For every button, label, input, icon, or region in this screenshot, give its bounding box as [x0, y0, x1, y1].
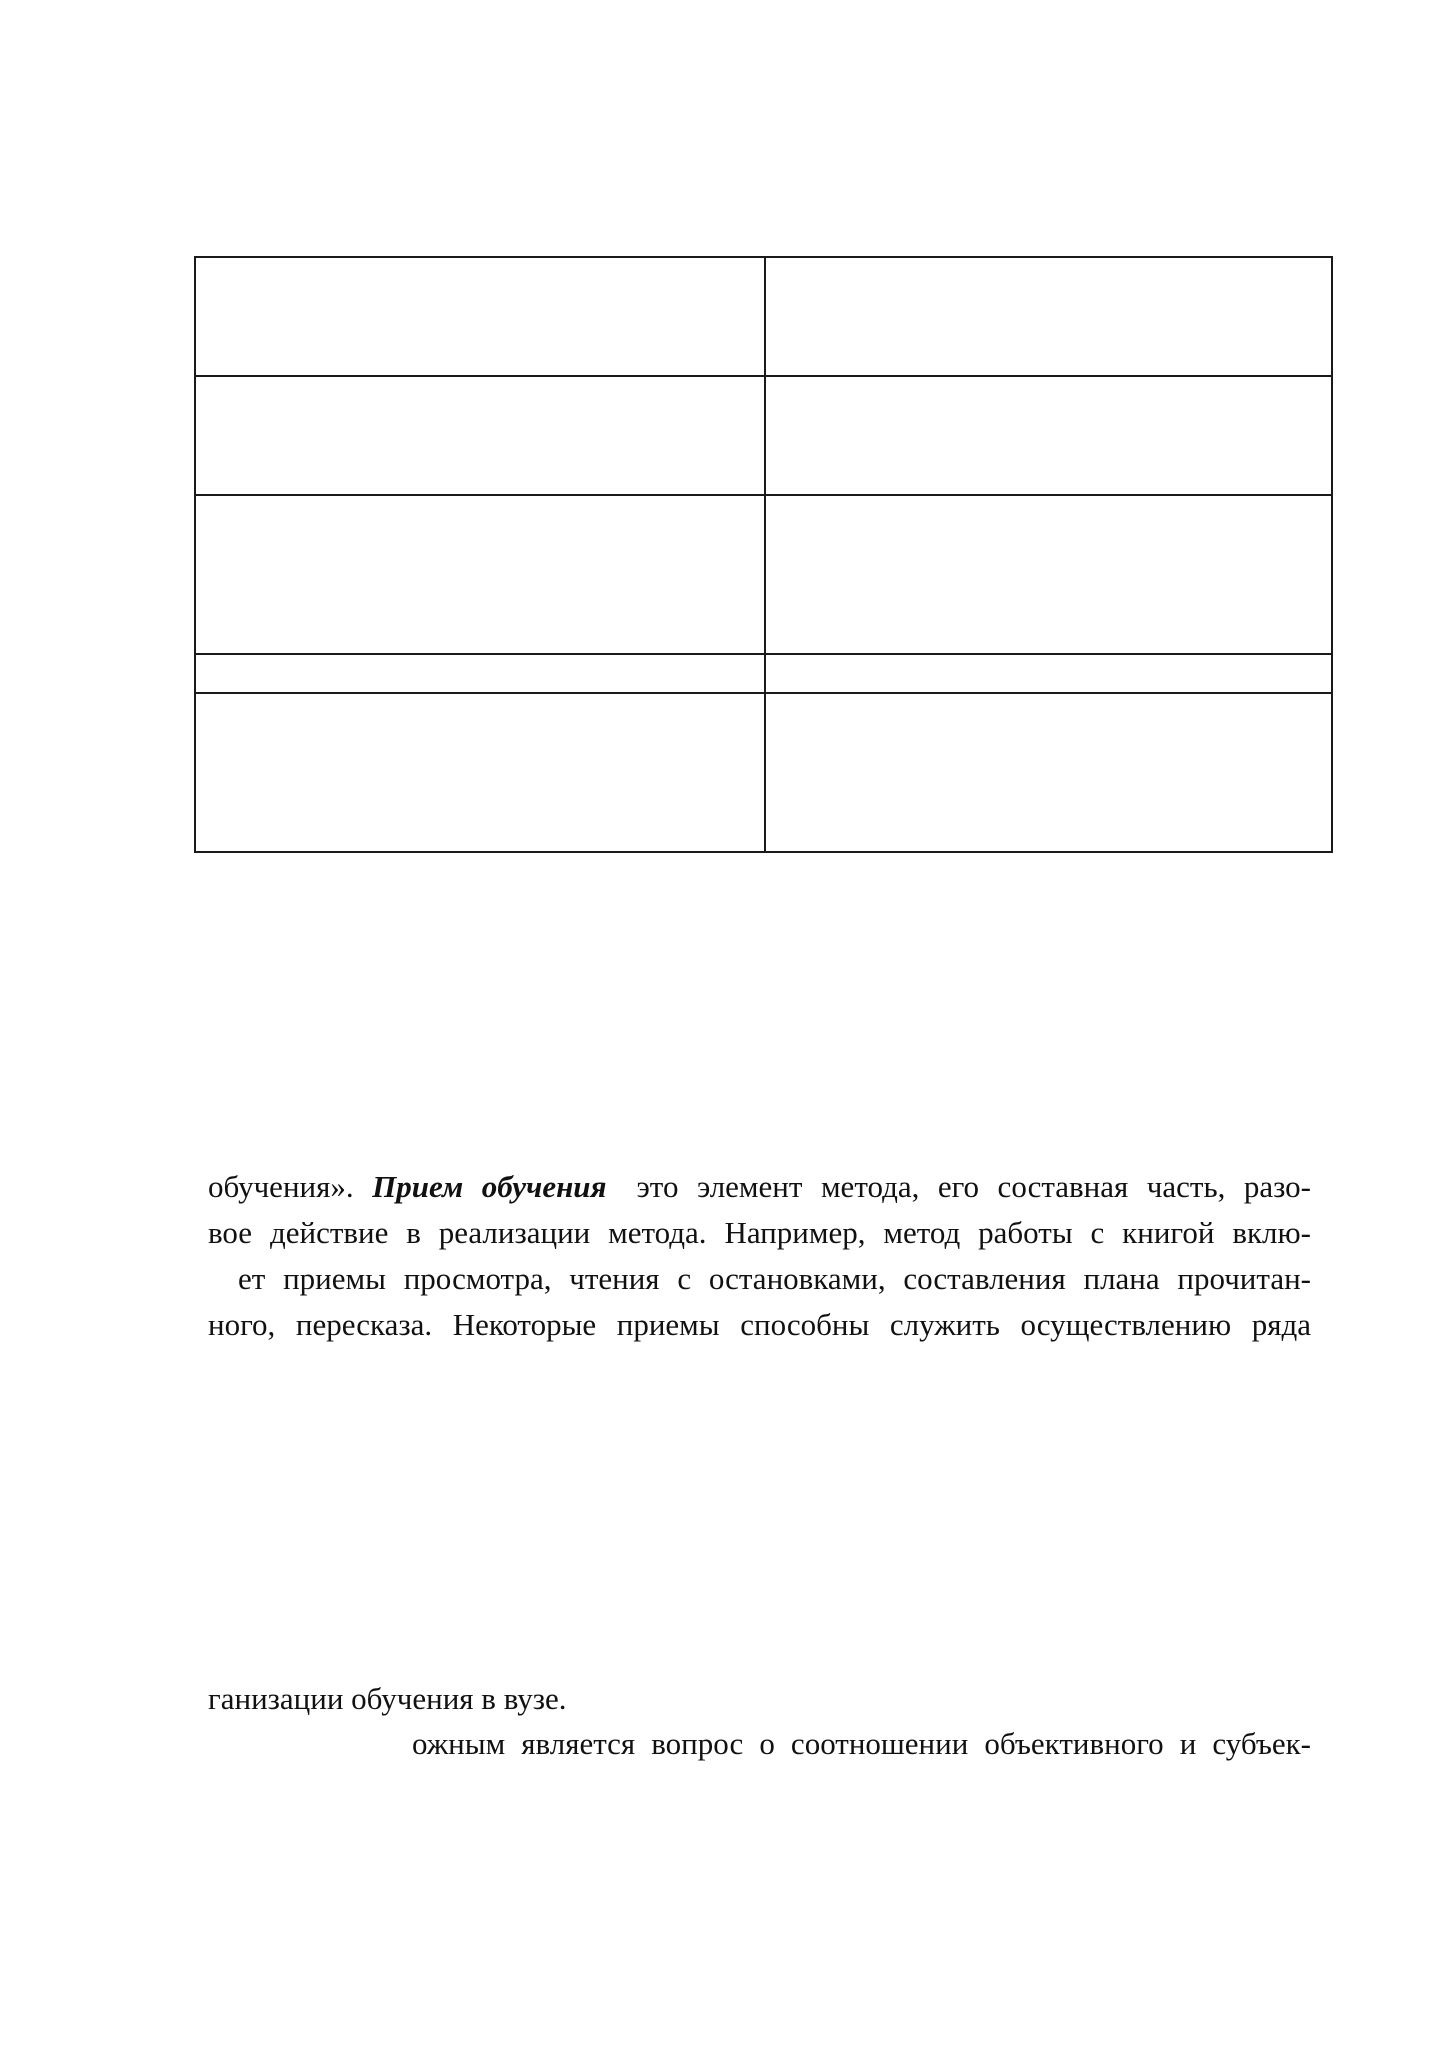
table-cell	[765, 693, 1332, 852]
term-priem-obucheniya: Прием обучения	[372, 1169, 607, 1204]
empty-table	[194, 256, 1333, 853]
paragraph-line-2: вое действие в реализации метода. Например, метод работы с книгой вклю-	[208, 1215, 1311, 1250]
paragraph-line-6: ожным является вопрос о соотношении объективного и субъек-	[412, 1726, 1311, 1761]
table-cell	[195, 693, 765, 852]
table-row	[195, 376, 1332, 495]
table-cell	[765, 495, 1332, 654]
paragraph-line-1	[208, 1167, 1311, 1207]
paragraph-line-5: ганизации обучения в вузе.	[208, 1681, 567, 1716]
paragraph-line-3: ет приемы просмотра, чтения с остановками, составления плана прочитан-	[238, 1261, 1311, 1296]
table-row	[195, 693, 1332, 852]
table-cell	[195, 654, 765, 693]
table-cell	[195, 376, 765, 495]
line-1-rest: это элемент метода, его составная часть, разо-	[636, 1169, 1311, 1204]
table-cell	[195, 495, 765, 654]
table-cell	[765, 654, 1332, 693]
table-cell	[765, 376, 1332, 495]
table-row	[195, 257, 1332, 376]
line-1-lead: обучения».	[208, 1169, 373, 1204]
paragraph-line-4: ного, пересказа. Некоторые приемы способны служить осуществлению ряда	[208, 1307, 1311, 1342]
table-cell	[765, 257, 1332, 376]
table-row	[195, 654, 1332, 693]
table-row	[195, 495, 1332, 654]
table-cell	[195, 257, 765, 376]
